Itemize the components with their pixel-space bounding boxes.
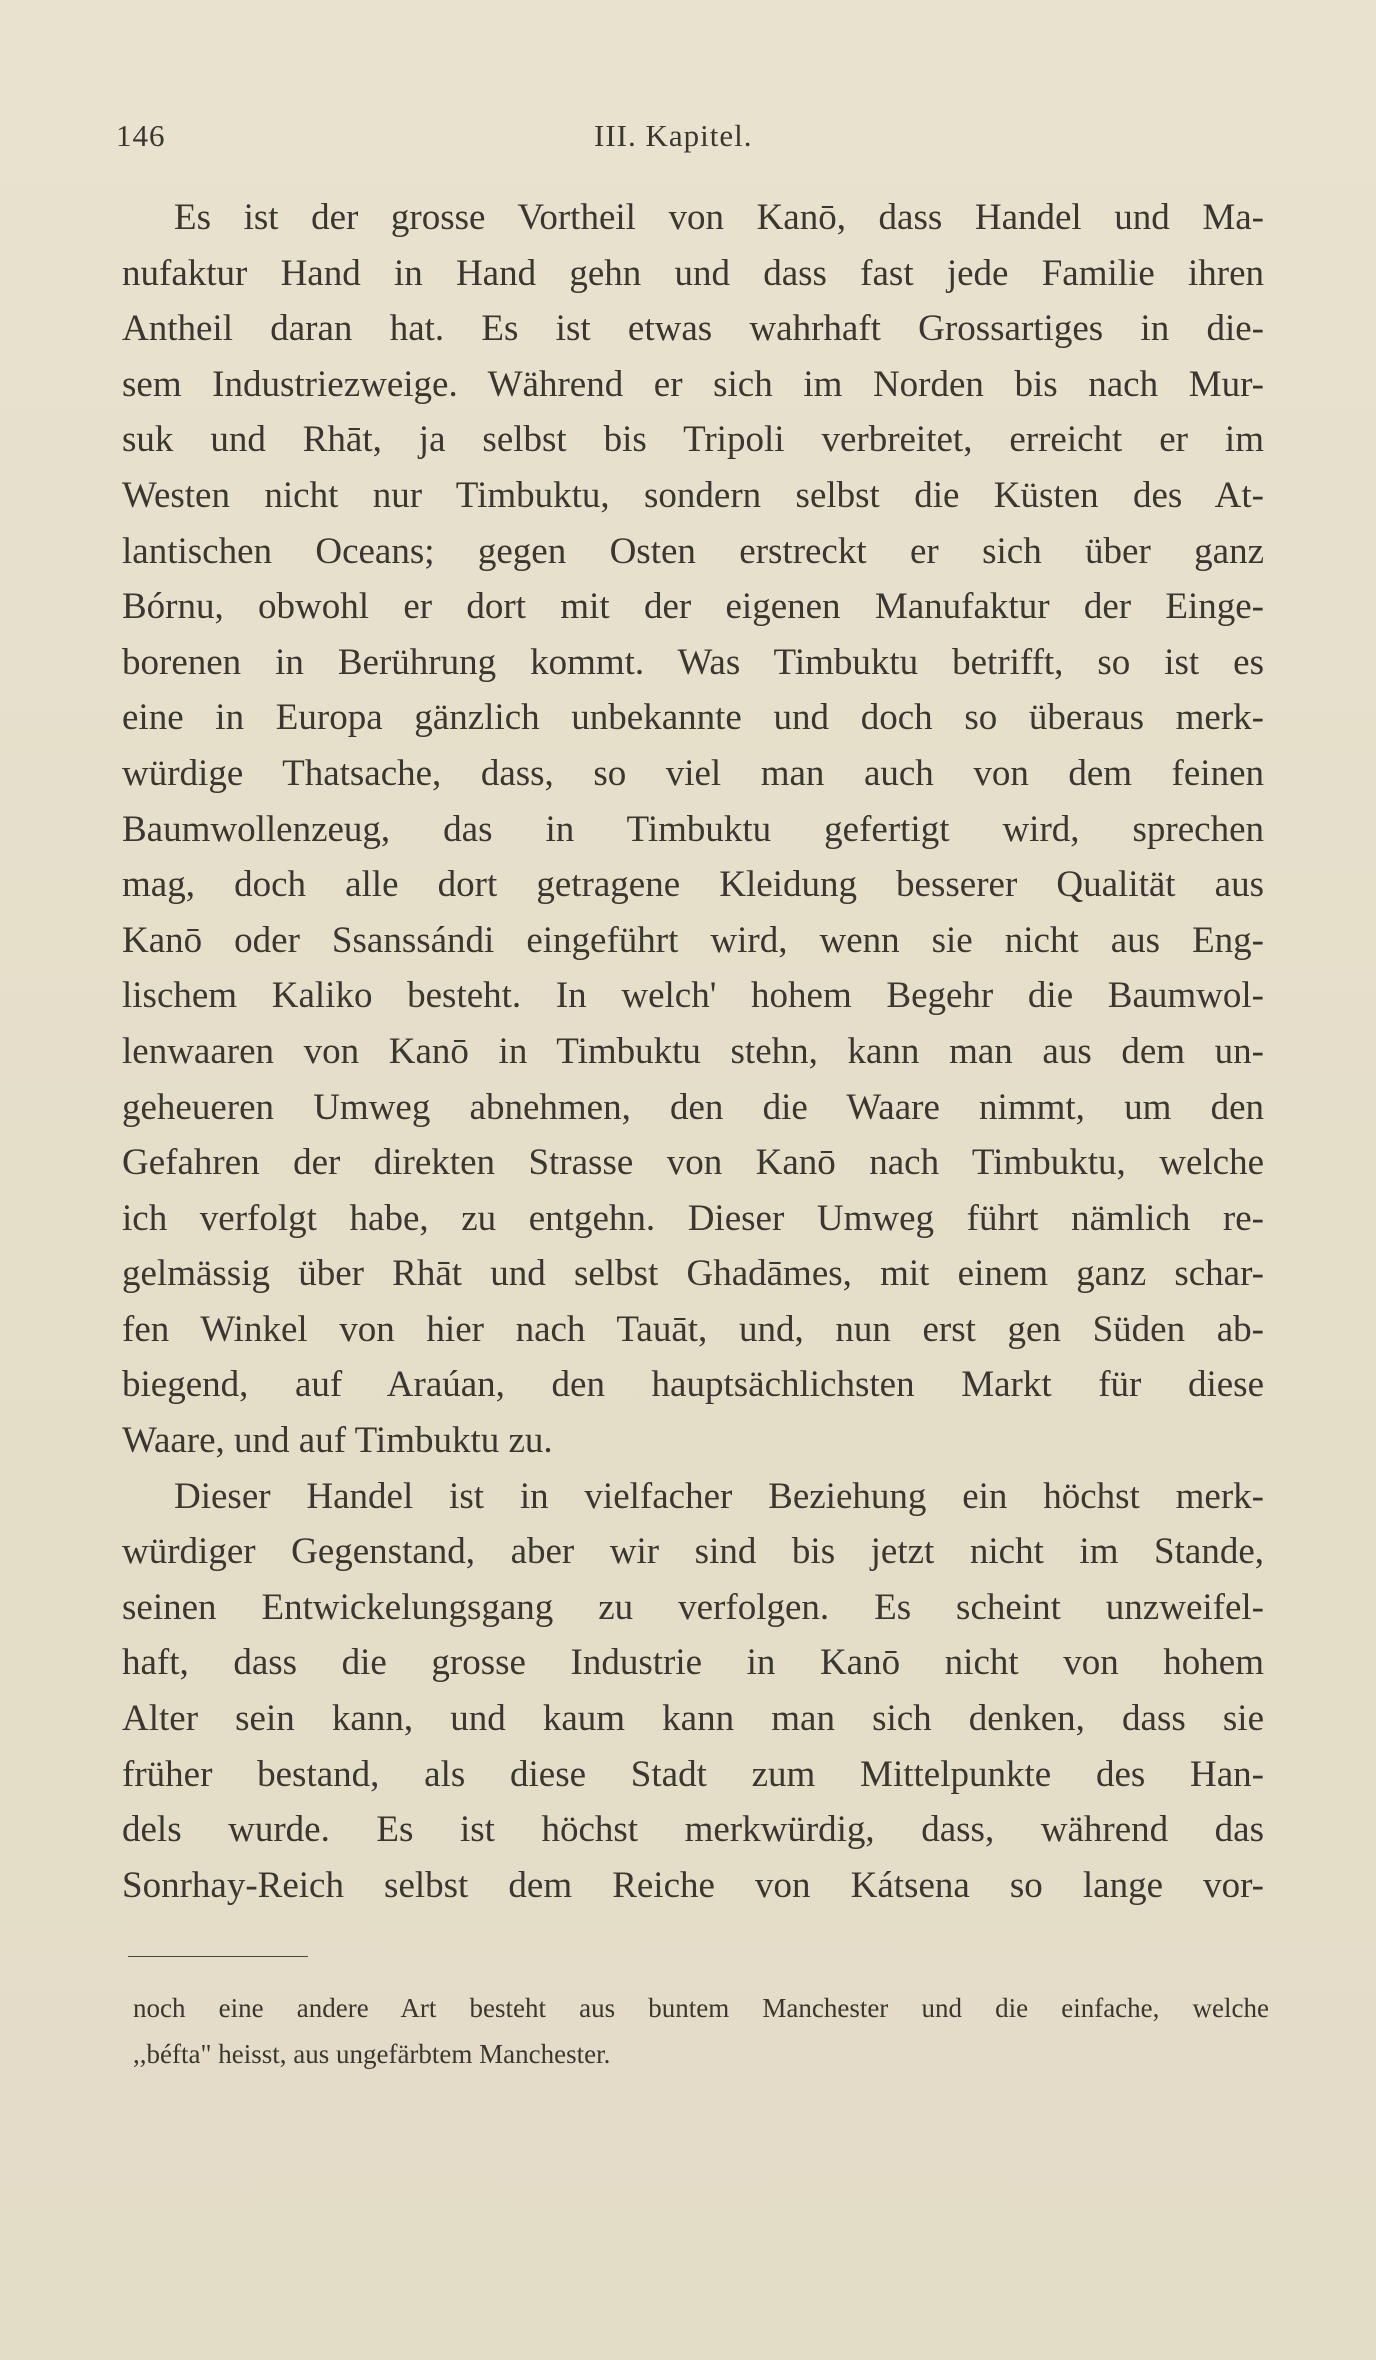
text-line: geheueren Umweg abnehmen, den die Waare nimmt, um den [122, 1086, 1264, 1128]
text-line: Sonrhay-Reich selbst dem Reiche von Kátsena so lange vor- [122, 1864, 1264, 1906]
footnote-line: ,,béfta" heisst, aus ungefärbtem Manchester. [133, 2039, 611, 2069]
text-line: haft, dass die grosse Industrie in Kanō nicht von hohem [122, 1642, 1264, 1684]
footnote-divider [128, 1956, 308, 1957]
running-head: III. Kapitel. [594, 118, 753, 153]
text-line: Waare, und auf Timbuktu zu. [122, 1420, 553, 1462]
text-line: früher bestand, als diese Stadt zum Mittelpunkte des Han- [122, 1753, 1264, 1795]
text-line: lantischen Oceans; gegen Osten erstreckt er sich über ganz [122, 530, 1264, 572]
text-line: würdige Thatsache, dass, so viel man auch von dem feinen [122, 752, 1264, 794]
text-line: Es ist der grosse Vortheil von Kanō, dass Handel und Ma- [174, 197, 1264, 238]
text-line: seinen Entwickelungsgang zu verfolgen. Es scheint unzweifel- [122, 1586, 1264, 1628]
text-line: Bórnu, obwohl er dort mit der eigenen Manufaktur der Einge- [122, 586, 1264, 628]
page-number: 146 [116, 118, 166, 153]
text-line: sem Industriezweige. Während er sich im Norden bis nach Mur- [122, 363, 1264, 405]
text-line: Westen nicht nur Timbuktu, sondern selbst die Küsten des At- [122, 474, 1264, 516]
text-line: Kanō oder Ssanssándi eingeführt wird, wenn sie nicht aus Eng- [122, 919, 1264, 961]
text-line: lenwaaren von Kanō in Timbuktu stehn, kann man aus dem un- [122, 1030, 1264, 1072]
text-line: gelmässig über Rhāt und selbst Ghadāmes, mit einem ganz schar- [122, 1253, 1264, 1295]
text-line: biegend, auf Araúan, den hauptsächlichsten Markt für diese [122, 1364, 1264, 1406]
text-line: dels wurde. Es ist höchst merkwürdig, dass, während das [122, 1809, 1264, 1851]
text-line: Gefahren der direkten Strasse von Kanō nach Timbuktu, welche [122, 1142, 1264, 1184]
text-line: würdiger Gegenstand, aber wir sind bis jetzt nicht im Stande, [122, 1531, 1264, 1573]
text-line: suk und Rhāt, ja selbst bis Tripoli verbreitet, erreicht er im [122, 419, 1264, 461]
page-header [116, 118, 1276, 158]
footnotes [133, 1985, 1269, 2077]
text-line: eine in Europa gänzlich unbekannte und doch so überaus merk- [122, 697, 1264, 739]
footnote-line: noch eine andere Art besteht aus buntem Manchester und die einfache, welche [133, 1993, 1269, 2023]
text-line: borenen in Berührung kommt. Was Timbuktu betrifft, so ist es [122, 641, 1264, 683]
text-line: Alter sein kann, und kaum kann man sich denken, dass sie [122, 1698, 1264, 1740]
text-line: nufaktur Hand in Hand gehn und dass fast jede Familie ihren [122, 252, 1264, 294]
text-line: mag, doch alle dort getragene Kleidung besserer Qualität aus [122, 864, 1264, 906]
text-line: Baumwollenzeug, das in Timbuktu gefertigt wird, sprechen [122, 808, 1264, 850]
text-line: Dieser Handel ist in vielfacher Beziehung ein höchst merk- [174, 1475, 1264, 1517]
body-text [122, 190, 1264, 1913]
text-line: ich verfolgt habe, zu entgehn. Dieser Umweg führt nämlich re- [122, 1197, 1264, 1239]
text-line: fen Winkel von hier nach Tauāt, und, nun erst gen Süden ab- [122, 1308, 1264, 1350]
text-line: Antheil daran hat. Es ist etwas wahrhaft Grossartiges in die- [122, 308, 1264, 350]
text-line: lischem Kaliko besteht. In welch' hohem Begehr die Baumwol- [122, 975, 1264, 1017]
